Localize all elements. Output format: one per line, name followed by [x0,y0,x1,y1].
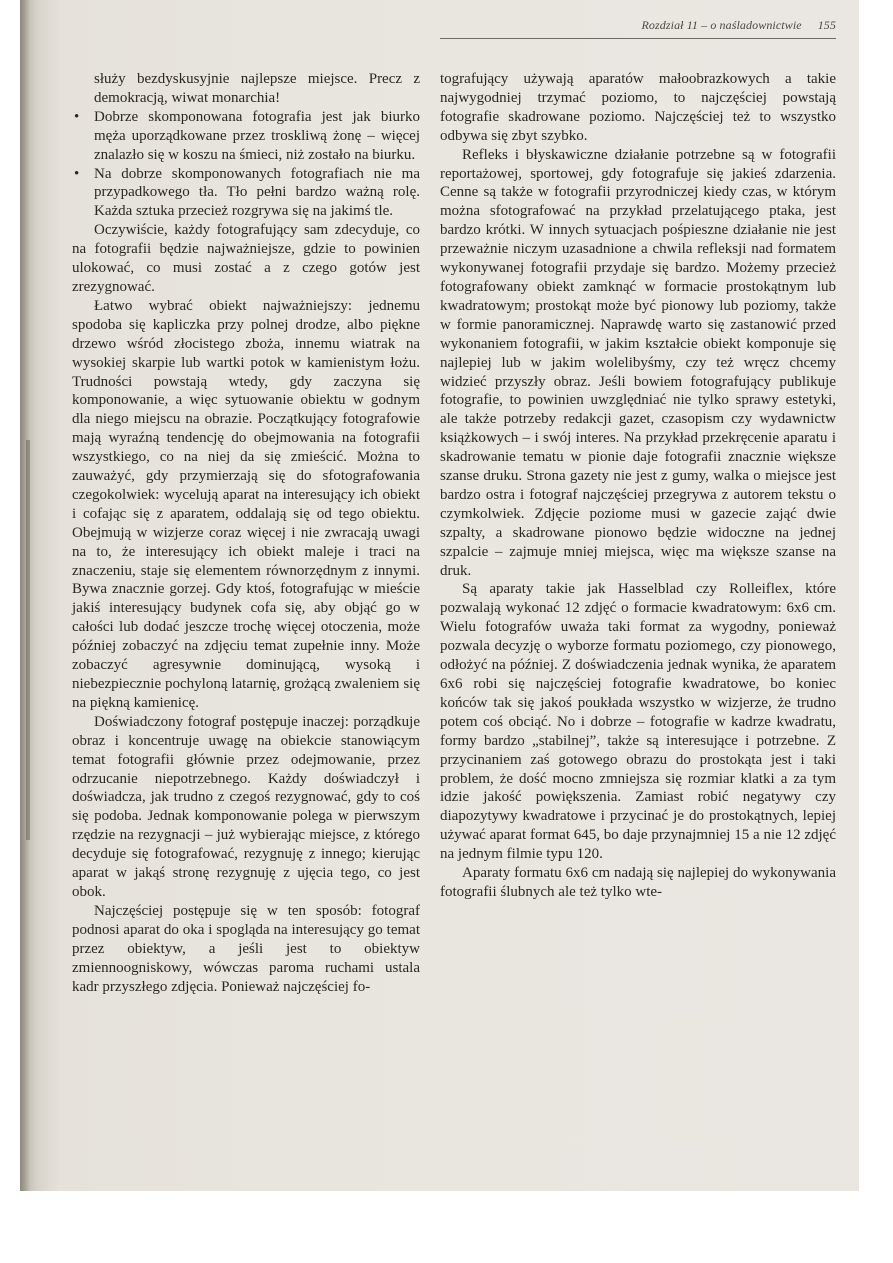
paragraph: Oczywiście, każdy fotografujący sam zdecyduje, co na fotografii będzie najważniejsze, gdzie to powinien ulokować, co musi zostać a z czego gotów jest zrezygnować. [72,222,420,295]
bullet-item: • Dobrze skomponowana fotografia jest jak biurko męża uporządkowane przez troskliwą żonę – więcej znalazło się w koszu na śmieci, niż zostało na biurku. [72,108,420,165]
paragraph: Najczęściej postępuje się w ten sposób: fotograf podnosi aparat do oka i spogląda na interesujący go temat przez obiektyw, a jeśli jest to obiektyw zmiennoogniskowy, wówczas paroma ruchami ustala kadr przyszłego zdjęcia. Ponieważ najczęściej fo- [72,902,420,995]
book-page [20,0,859,1191]
left-column [72,70,420,996]
paragraph: Refleks i błyskawiczne działanie potrzebne są w fotografii reportażowej, sportowej, gdy fotografuje się jakieś zdarzenia. Cenne są także w fotografii przyrodniczej kiedy czas, w którym można sfotografować na przykład przelatującego ptaka, jest bardzo krótki. W innych sytuacjach pośpieszne działanie nie jest przeważnie niczym uzasadnione a chwila refleksji nad formatem wykonywanej fotografii przydaje się bardzo. Możemy przecież fotografowany obiekt zamknąć w formacie prostokątnym lub kwadratowym; prostokąt może być pionowy lub poziomy, także w formie panoramicznej. Naprawdę warto się zastanowić przed wykonaniem fotografii, w jakim kształcie obiekt komponuje się najlepiej lub w jakim wolelibyśmy, czy też wręcz chcemy widzieć przyszły obraz. Jeśli bowiem fotografujący publikuje fotografie, to powinien uwzględniać nie tylko sprawy estetyki, ale także potrzeby redakcji gazet, czasopism czy wydawnictw książkowych – i swój interes. Na przykład przekręcenie aparatu i skadrowanie tematu w pionie daje fotografii znacznie większe szanse druku. Strona gazety nie jest z gumy, walka o miejsce jest bardzo ostra i fotograf najczęściej przegrywa z autorem tekstu o czymkolwiek. Zdjęcie poziome musi w gazecie zająć dwie szpalty, a skadrowane pionowo będzie widoczne na jednej szpalcie – zajmuje mniej miejsca, więc ma większe szanse na druk. [440,146,836,579]
paragraph: Doświadczony fotograf postępuje inaczej: porządkuje obraz i koncentruje uwagę na obiekcie stanowiącym temat fotografii głównie przez odejmowanie, przez odrzucanie niepotrzebnego. Każdy doświadczył i doświadcza, jak trudno z czegoś rezygnować, gdy to coś się podoba. Jednak komponowanie polega w pierwszym rzędzie na rezygnacji – już wybierając miejsce, z którego decyduje się fotografować, rezygnuję z innego; kierując aparat w jakąś stronę rezygnuję z ujęcia tego, co jest obok. [72,713,420,900]
paragraph: tografujący używają aparatów małoobrazkowych a takie najwygodniej trzymać poziomo, to najczęściej powstają fotografie skadrowane poziomo. Najczęściej też to wszystko odbywa się zbyt szybko. [440,71,836,144]
header-rule [440,38,836,39]
page-number: 155 [817,18,836,32]
right-column [440,70,836,902]
paragraph: Łatwo wybrać obiekt najważniejszy: jednemu spodoba się kapliczka przy polnej drodze, albo piękne drzewo wśród złocistego zboża, innemu wiatrak na wysokiej skarpie lub wartki potok w kamienistym łożu. Trudności powstają wtedy, gdy zaczyna się komponowanie, a więc sytuowanie obiektu w godnym dla niego miejscu na obrazie. Początkujący fotografowie mają wyraźną tendencję do obejmowania na fotografii wszystkiego, co na niej da się zmieścić. Można to zauważyć, gdy przymierzają się do sfotografowania czegokolwiek: wycelują aparat na interesujący ich obiekt i cofając się z aparatem, oddalają się od tego obiektu. Obejmują w wizjerze coraz więcej i nie zwracają uwagi na to, że interesujący ich obiekt maleje i traci na znaczeniu, staje się elementem równorzędnym z innymi. Bywa znacznie gorzej. Gdy ktoś, fotografując w mieście jakiś interesujący budynek cofa się, aby objąć go w całości lub dodać jeszcze trochę więcej otoczenia, może później zobaczyć na zdjęciu temat zupełnie inny. Może zobaczyć agresywnie dominującą, wysoką i niebezpiecznie pochyloną latarnię, grożącą zwaleniem się na piękną kamienicę. [72,297,420,711]
running-head [440,18,836,38]
paragraph: Aparaty formatu 6x6 cm nadają się najlepiej do wykonywania fotografii ślubnych ale też tylko wte- [440,865,836,900]
chapter-title: Rozdział 11 – o naśladownictwie [641,18,802,32]
bullet-list [72,108,420,221]
paragraph: Są aparaty takie jak Hasselblad czy Rolleiflex, które pozwalają wykonać 12 zdjęć o formacie kwadratowym: 6x6 cm. Wielu fotografów uważa taki format za wygodny, ponieważ pozwala decyzję o wyborze formatu poziomego, czy pionowego, odłożyć na później. Z doświadczenia jednak wynika, że aparatem 6x6 robi się najczęściej fotografie kwadratowe, bo koniec końców tak się jakoś poukłada wszystko w wizjerze, że trudno potem coś obciąć. No i dobrze – fotografie w kadrze kwadratu, formy bardzo „stabilnej”, także są interesujące i potrzebne. Z przycinaniem zaś gotowego obrazu do prostokąta jest i taki problem, że dość mocno zmniejsza się rozmiar klatki a za tym idzie jakość powiększenia. Zamiast robić negatywy czy diapozytywy kwadratowe i przycinać je do prostokątnych, lepiej używać aparat format 645, bo daje przynajmniej 15 a nie 12 zdjęć na jednym filmie typu 120. [440,581,836,863]
bullet-item: • Na dobrze skomponowanych fotografiach nie ma przypadkowego tła. Tło pełni bardzo ważną rolę. Każda sztuka przecież rozgrywa się na jakimś tle. [72,165,420,222]
left-intro-paragraph: służy bezdyskusyjnie najlepsze miejsce. Precz z demokracją, wiwat monarchia! [94,71,420,106]
